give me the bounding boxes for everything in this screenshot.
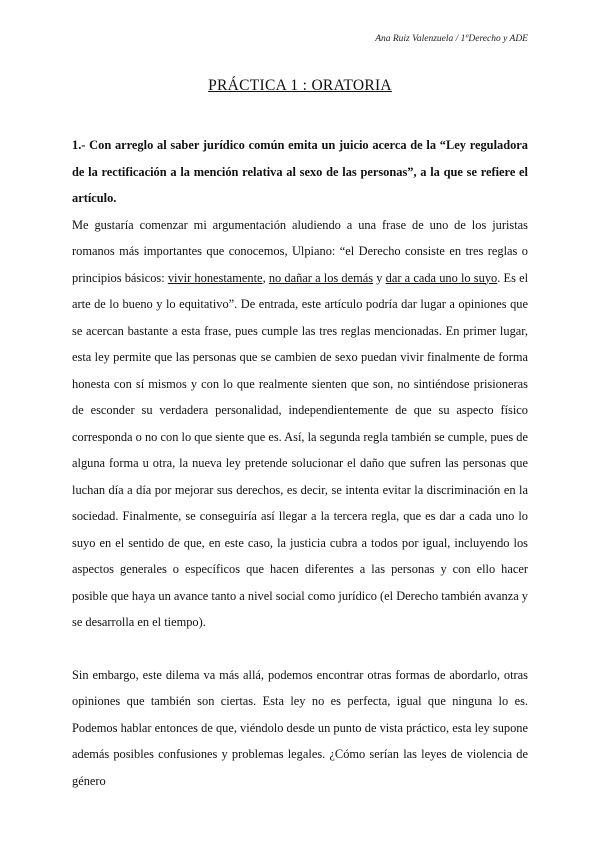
separator-2: y xyxy=(373,270,386,285)
question-heading: 1.- Con arreglo al saber jurídico común emita un juicio acerca de la “Ley reguladora de la rectificación a la mención relativa al sexo de las personas”, a la que se refiere el artículo. xyxy=(72,138,528,205)
page-title: PRÁCTICA 1 : ORATORIA xyxy=(208,77,392,94)
paragraph-1-rest: . Es el arte de lo bueno y lo equitativo”. De entrada, este artículo podría dar lugar a opiniones que se acercan bastante a esta frase, pues cumple las tres reglas mencionadas. En primer lugar, esta ley permite que las personas que se cambien de sexo puedan vivir finalmente de forma honesta con sí mismos y con lo que realmente sienten que son, no sintiéndose prisioneras de esconder su verdadera personalidad, independientemente de que su aspecto físico corresponda o no con lo que siente que es. Así, la segunda regla también se cumple, pues de alguna forma u otra, la nueva ley pretende solucionar el daño que sufren las personas que luchan día a día por mejorar sus derechos, es decir, se intenta evitar la discriminación en la sociedad. Finalmente, se conseguiría así llegar a la tercera regla, que es dar a cada uno lo suyo en el sentido de que, en este caso, la justicia cubra a todos por igual, incluyendo los aspectos generales o específicos que hacen diferentes a las personas y con ello hacer posible que haya un avance tanto a nivel social como jurídico (el Derecho también avanza y se desarrolla en el tiempo). xyxy=(72,270,529,629)
rule-2-underlined: no dañar a los demás xyxy=(268,270,374,285)
rule-1-underlined: vivir honestamente xyxy=(167,270,263,285)
document-body xyxy=(72,132,528,794)
rule-3-underlined: dar a cada uno lo suyo xyxy=(385,270,498,285)
page-header: Ana Ruiz Valenzuela / 1ºDerecho y ADE xyxy=(375,34,528,44)
paragraph-2: Sin embargo, este dilema va más allá, podemos encontrar otras formas de abordarlo, otras opiniones que también son ciertas. Esta ley no es perfecta, igual que ninguna lo es. Podemos hablar entonces de que, viéndolo desde un punto de vista práctico, esta ley supone además posibles confusiones y problemas legales. ¿Cómo serían las leyes de violencia de género xyxy=(72,667,528,788)
paragraph-1 xyxy=(72,212,528,636)
paragraph-1-intro: Me gustaría comenzar mi argumentación aludiendo a una frase de uno de los juristas romanos más importantes que conocemos, Ulpiano: “el Derecho consiste en tres reglas o principios básicos: xyxy=(72,217,528,285)
separator-1: , xyxy=(262,270,269,285)
